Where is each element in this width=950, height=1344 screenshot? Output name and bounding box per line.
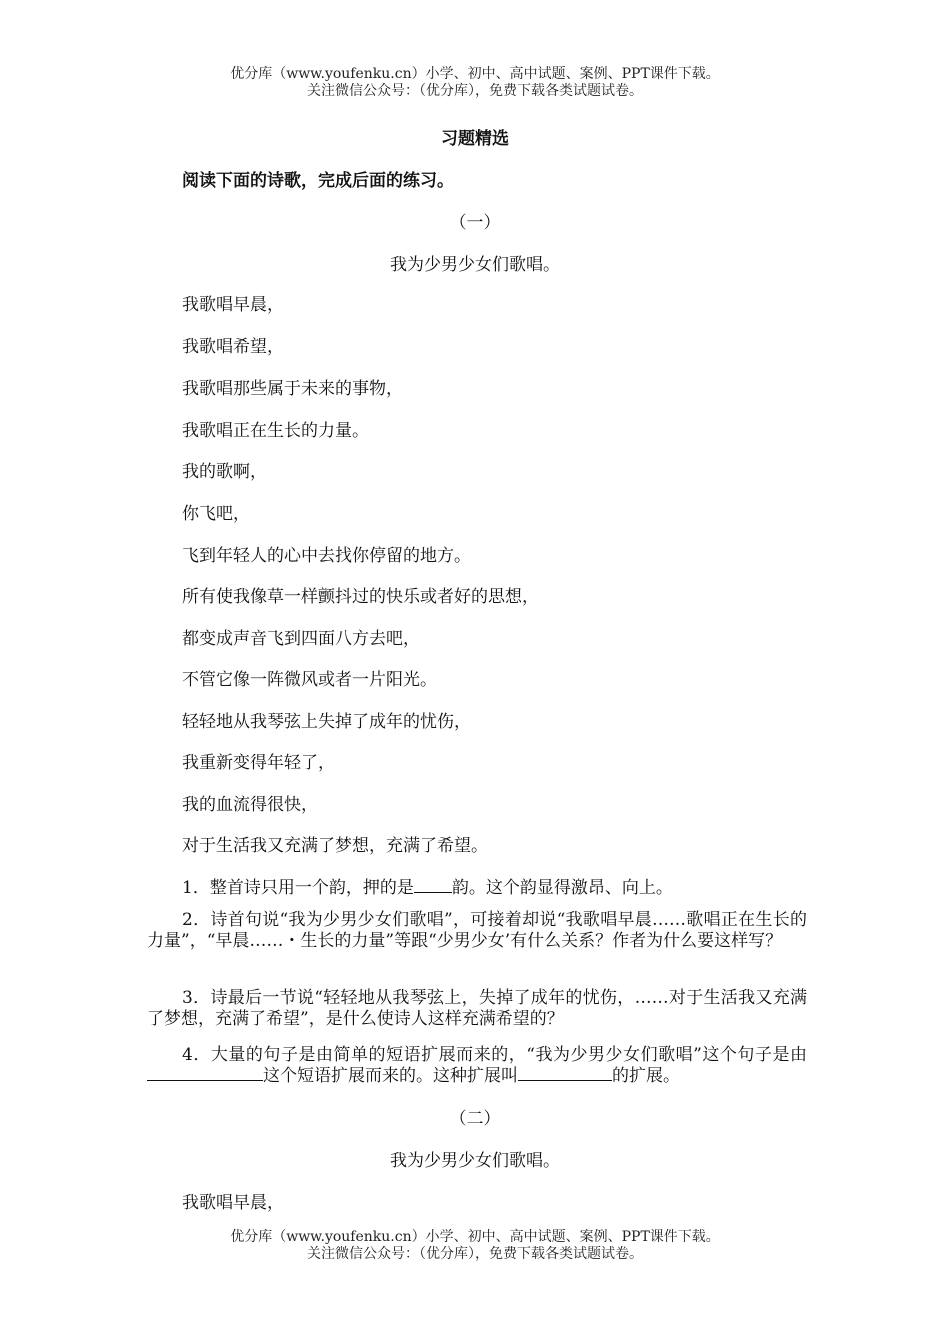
header-line-2: 关注微信公众号：（优分库），免费下载各类试题试卷。 <box>307 83 643 99</box>
poem-line: 我歌唱早晨， <box>182 295 284 315</box>
question-1-prefix: 1．整首诗只用一个韵，押的是 <box>182 878 414 898</box>
poem-line: 我歌唱那些属于未来的事物， <box>182 379 403 399</box>
poem-line: 我歌唱正在生长的力量。 <box>182 421 369 441</box>
header-line-1: 优分库（www.youfenku.cn）小学、初中、高中试题、案例、PPT课件下载。 <box>230 66 720 82</box>
question-4 <box>147 1045 807 1087</box>
poem-line: 我重新变得年轻了， <box>182 753 335 773</box>
question-4-blank-2[interactable] <box>518 1066 612 1081</box>
poem-line: 我歌唱希望， <box>182 337 284 357</box>
poem-line: 对于生活我又充满了梦想，充满了希望。 <box>182 836 488 856</box>
section-1-label: （一） <box>449 213 501 233</box>
question-3: 3．诗最后一节说“轻轻地从我琴弦上，失掉了成年的忧伤，……对于生活我又充满了梦想，充满了希望”，是什么使诗人这样充满希望的？ <box>147 988 807 1029</box>
poem-line: 不管它像一阵微风或者一片阳光。 <box>182 670 437 690</box>
question-4-part-3: 的扩展。 <box>612 1066 680 1086</box>
question-1-suffix: 韵。这个韵显得激昂、向上。 <box>451 878 673 898</box>
poem-line: 都变成声音飞到四面八方去吧， <box>182 629 420 649</box>
poem-line: 我歌唱早晨， <box>182 1193 284 1213</box>
page-title: 习题精选 <box>441 129 509 149</box>
poem-line: 我的血流得很快， <box>182 795 318 815</box>
section-2-label: （二） <box>449 1109 501 1129</box>
poem-line: 轻轻地从我琴弦上失掉了成年的忧伤， <box>182 712 471 732</box>
poem-line: 所有使我像草一样颤抖过的快乐或者好的思想， <box>182 587 539 607</box>
question-1-blank[interactable] <box>414 878 452 893</box>
question-4-part-1: 4．大量的句子是由简单的短语扩展而来的，“我为少男少女们歌唱”这个句子是由 <box>182 1045 807 1065</box>
section-2-poem-title: 我为少男少女们歌唱。 <box>390 1151 560 1171</box>
question-4-part-2: 这个短语扩展而来的。这种扩展叫 <box>263 1066 518 1086</box>
question-1 <box>182 873 673 898</box>
poem-line: 飞到年轻人的心中去找你停留的地方。 <box>182 546 471 566</box>
footer-line-2: 关注微信公众号：（优分库），免费下载各类试题试卷。 <box>307 1246 643 1262</box>
poem-line: 你飞吧， <box>182 504 250 524</box>
question-2: 2．诗首句说“我为少男少女们歌唱”，可接着却说“我歌唱早晨……歌唱正在生长的力量”，“早晨……・生长的力量”等跟“少男少女’有什么关系？作者为什么要这样写？ <box>147 910 807 951</box>
page-header <box>0 66 950 100</box>
page-footer <box>0 1229 950 1263</box>
section-1-poem-title: 我为少男少女们歌唱。 <box>390 255 560 275</box>
poem-line: 我的歌啊， <box>182 462 267 482</box>
instruction: 阅读下面的诗歌，完成后面的练习。 <box>182 171 454 191</box>
footer-line-1: 优分库（www.youfenku.cn）小学、初中、高中试题、案例、PPT课件下载。 <box>230 1229 720 1245</box>
question-4-blank-1[interactable] <box>147 1066 263 1081</box>
